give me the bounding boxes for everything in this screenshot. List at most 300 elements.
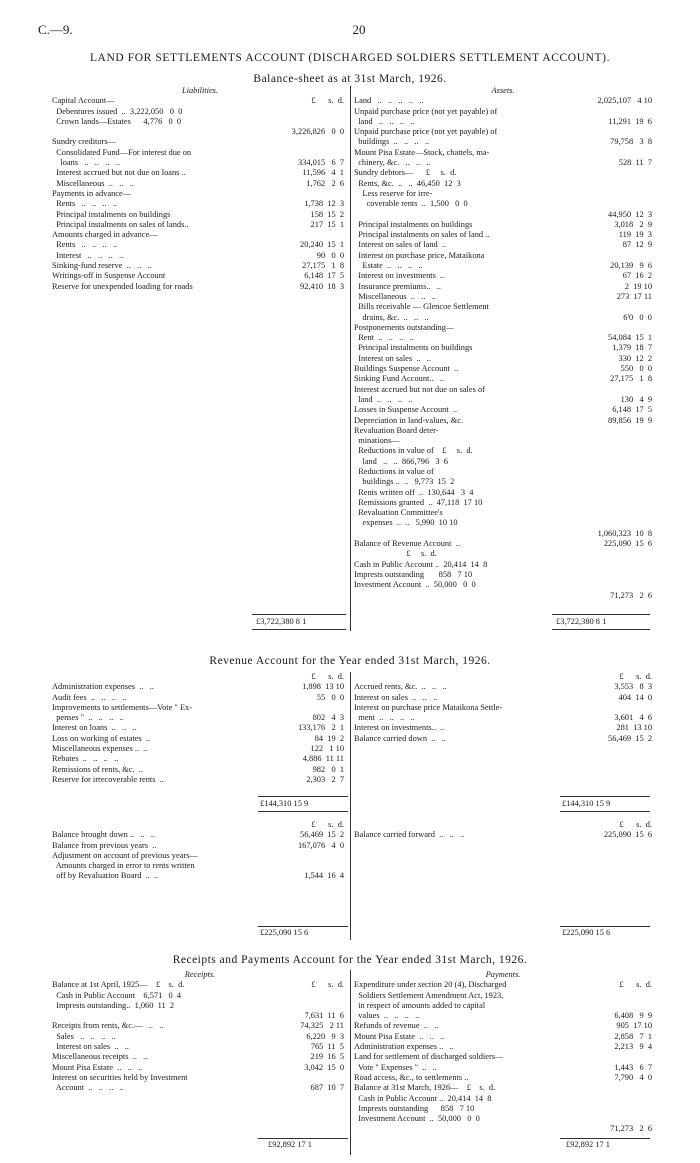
ledger-row	[354, 591, 652, 601]
ledger-item-label: Miscellaneous receipts .. ..	[52, 1052, 148, 1062]
ledger-row	[354, 343, 652, 353]
ledger-row	[354, 189, 652, 199]
balance-sheet-title: Balance-sheet as at 31st March, 1926.	[253, 73, 447, 85]
ledger-row	[354, 117, 652, 127]
ledger-item-label: Imprests outstanding 858 7 10	[354, 569, 473, 579]
ledger-item-amount: 550 0 0	[620, 364, 652, 374]
ledger-row	[354, 820, 652, 830]
ledger-row	[354, 405, 652, 415]
ledger-row	[52, 230, 348, 240]
ledger-item-amount: 167,076 4 0	[297, 840, 344, 850]
ledger-row	[354, 354, 652, 364]
ledger-item-amount: 71,273 2 6	[610, 1124, 652, 1134]
ledger-item-label: Remissions of rents, &c. ..	[52, 764, 143, 774]
ledger-item-label: Refunds of revenue .. ..	[354, 1021, 439, 1031]
ledger-row	[52, 861, 348, 871]
payments-heading: Payments.	[485, 970, 521, 979]
total-rule	[252, 629, 346, 630]
ledger-row	[354, 313, 652, 323]
ledger-item-amount: 334,015 6 7	[297, 158, 344, 168]
ledger-item-label: Reductions in value of	[354, 466, 434, 476]
ledger-item-amount: 3,226,826 0 0	[291, 127, 344, 137]
ledger-item-label: Mount Pisa Estate—Stock, chattels, ma-	[354, 147, 490, 157]
ledger-row	[52, 980, 348, 990]
ledger-item-amount: 56,469 15 2	[300, 830, 344, 840]
ledger-row	[52, 220, 348, 230]
ledger-row	[354, 168, 652, 178]
ledger-item-amount: 6,148 17 5	[612, 405, 652, 415]
ledger-item-amount: 330 12 2	[618, 353, 652, 363]
ledger-item-label: buildings .. .. .. ..	[354, 137, 430, 147]
ledger-item-amount: 7,631 11 6	[304, 1011, 344, 1021]
ledger-row	[52, 744, 348, 754]
ledger-row	[52, 1063, 348, 1073]
ledger-item-label: minations—	[354, 436, 400, 446]
total-rule	[552, 614, 650, 615]
ledger-row	[354, 1094, 652, 1104]
ledger-item-amount: 27,175 1 8	[302, 261, 344, 271]
ledger-row	[354, 1083, 652, 1093]
ledger-row	[52, 137, 348, 147]
ledger-row	[354, 980, 652, 990]
ledger-item-amount: 71,273 2 6	[610, 590, 652, 600]
ledger-item-amount: 54,084 15 1	[608, 333, 652, 343]
total-rule	[560, 811, 650, 812]
assets-list	[354, 96, 652, 601]
ledger-item-label: Mount Pisa Estate .. .. ..	[52, 1062, 143, 1072]
ledger-item-label: Balance at 31st March, 1926— £ s. d.	[354, 1083, 496, 1093]
ledger-item-amount: 79,758 3 8	[610, 137, 652, 147]
ledger-item-amount: 119 19 3	[618, 230, 652, 240]
ledger-item-amount: 1,060,323 10 8	[597, 528, 652, 538]
payments-total: £92,892 17 1	[566, 1140, 610, 1149]
total-rule	[560, 1138, 650, 1139]
ledger-row	[354, 1021, 652, 1031]
ledger-row	[354, 549, 652, 559]
ledger-row	[354, 395, 652, 405]
ledger-item-label: Interest on purchase price, Mataikona	[354, 250, 485, 260]
ledger-item-label: Cash in Public Account 6,571 0 4	[52, 990, 182, 1000]
ledger-item-amount: 2,303 2 7	[306, 774, 344, 784]
ledger-row	[354, 385, 652, 395]
ledger-row	[354, 529, 652, 539]
ledger-item-label: Interest .. .. .. ..	[52, 250, 124, 260]
ledger-item-amount: 44,950 12 3	[608, 209, 652, 219]
ledger-row	[52, 261, 348, 271]
ledger-item-label: Sales .. .. .. ..	[52, 1031, 116, 1041]
ledger-row	[354, 271, 652, 281]
ledger-item-amount: 219 16 5	[310, 1052, 344, 1062]
ledger-item-amount: 1,898 13 10	[302, 682, 344, 692]
ledger-item-label: Interest on sales .. .. ..	[354, 692, 438, 702]
ledger-item-label: Miscellaneous expenses .. ..	[52, 744, 148, 754]
payments-list	[354, 980, 652, 1134]
total-rule	[552, 629, 650, 630]
ledger-item-label: Rents .. .. .. ..	[52, 240, 118, 250]
ledger-item-amount: 2,858 7 1	[614, 1031, 652, 1041]
ledger-row	[52, 107, 348, 117]
ledger-row	[354, 292, 652, 302]
ledger-row	[52, 820, 348, 830]
revenue-total2-left: £225,090 15 6	[260, 928, 309, 937]
ledger-item-amount: 90 0 0	[316, 250, 344, 260]
ledger-item-amount: 1,762 2 6	[306, 178, 344, 188]
ledger-item-label: Capital Account—	[52, 96, 115, 106]
ledger-item-label: Land for settlement of discharged soldiers—	[354, 1052, 504, 1062]
ledger-item-amount: £ s. d.	[619, 672, 652, 681]
ledger-row	[52, 723, 348, 733]
ledger-row	[52, 210, 348, 220]
ledger-item-amount: £ s. d.	[311, 672, 344, 681]
ledger-item-label: Interest on sales .. ..	[52, 1042, 129, 1052]
ledger-item-amount: 3,018 2 9	[614, 219, 652, 229]
ledger-item-amount: 982 0 1	[312, 764, 344, 774]
ledger-row	[354, 734, 652, 744]
ledger-item-label: Imprests outstanding.. 1,060 11 2	[52, 1000, 175, 1010]
ledger-row	[52, 734, 348, 744]
ledger-item-label: Expenditure under section 20 (4), Discharged	[354, 980, 507, 990]
ledger-item-label: Depreciation in land-values, &c.	[354, 415, 464, 425]
ledger-row	[52, 251, 348, 261]
ledger-item-amount: 87 12 9	[622, 240, 652, 250]
ledger-item-label: Unpaid purchase price (not yet payable) of	[354, 127, 498, 137]
ledger-item-label: Principal instalments on buildings	[354, 219, 473, 229]
ledger-item-label: Balance carried forward .. .. ..	[354, 830, 465, 840]
ledger-row	[354, 580, 652, 590]
assets-total: £3,722,380 8 1	[556, 617, 607, 626]
total-rule	[560, 926, 650, 927]
ledger-row	[52, 851, 348, 861]
ledger-row	[354, 426, 652, 436]
ledger-item-amount: 56,469 15 2	[608, 733, 652, 743]
document-reference: C.—9.	[38, 22, 73, 37]
ledger-row	[354, 158, 652, 168]
ledger-item-amount: 225,090 15 6	[603, 539, 652, 549]
ledger-row	[52, 703, 348, 713]
ledger-row	[52, 240, 348, 250]
ledger-row	[52, 841, 348, 851]
ledger-item-label: land .. .. .. ..	[354, 394, 413, 404]
ledger-item-amount: 1,443 6 7	[614, 1062, 652, 1072]
ledger-row	[354, 210, 652, 220]
revenue-debits	[52, 672, 348, 785]
ledger-item-label: Balance at 1st April, 1925— £ s. d.	[52, 980, 185, 990]
assets-column	[354, 86, 652, 601]
ledger-item-label: Crown lands—Estates 4,776 0 0	[52, 116, 182, 126]
ledger-item-label: Rents .. .. .. ..	[52, 199, 118, 209]
ledger-row	[52, 1073, 348, 1083]
ledger-item-label: Rents written off .. 130,644 3 4	[354, 487, 474, 497]
ledger-item-label: Interest on sales of land ..	[354, 240, 447, 250]
ledger-item-amount: 92,410 18 3	[300, 281, 344, 291]
ledger-row	[52, 271, 348, 281]
ledger-item-label: Amounts charged in error to rents written	[52, 861, 195, 871]
ledger-row	[354, 1001, 652, 1011]
ledger-item-amount: 687 10 7	[310, 1083, 344, 1093]
revenue-account-title: Revenue Account for the Year ended 31st March, 1926.	[209, 655, 491, 667]
ledger-item-amount: 4,886 11 11	[302, 754, 344, 764]
ledger-item-label: Reserve for irrecoverable rents ..	[52, 774, 164, 784]
total-rule	[258, 926, 348, 927]
ledger-item-label: Postponements outstanding—	[354, 322, 455, 332]
ledger-item-label: Loss on working of estates ..	[52, 733, 151, 743]
ledger-item-amount: 158 15 2	[310, 209, 344, 219]
ledger-row	[52, 1083, 348, 1093]
ledger-item-label: ment .. .. .. ..	[354, 713, 415, 723]
ledger-row	[354, 199, 652, 209]
ledger-item-label: Bills receivable — Glencoe Settlement	[354, 302, 489, 312]
ledger-row	[52, 682, 348, 692]
ledger-item-amount: 1,738 12 3	[304, 199, 344, 209]
ledger-item-label: Losses in Suspense Account ..	[354, 405, 458, 415]
ledger-item-label: Audit fees .. .. .. ..	[52, 692, 127, 702]
receipts-list	[52, 980, 348, 1093]
ledger-item-amount: 133,176 2 1	[297, 723, 344, 733]
ledger-row	[354, 436, 652, 446]
ledger-item-amount: 7,790 4 0	[614, 1072, 652, 1082]
ledger-row	[354, 220, 652, 230]
ledger-item-label: Consolidated Fund—For interest due on	[52, 147, 192, 157]
ledger-item-label: Land .. .. .. .. ..	[354, 96, 424, 106]
ledger-item-label: Sinking-fund reserve .. .. ..	[52, 261, 152, 271]
liabilities-list	[52, 96, 348, 292]
ledger-item-label: Remissions granted .. 47,118 17 10	[354, 497, 483, 507]
ledger-item-label: values .. .. .. ..	[354, 1011, 420, 1021]
ledger-item-amount: 1,544 16 4	[304, 871, 344, 881]
ledger-row	[354, 333, 652, 343]
ledger-row	[354, 107, 652, 117]
revenue-debits-2	[52, 820, 348, 882]
ledger-item-amount: 122 1 10	[310, 744, 344, 754]
ledger-item-label: Interest accrued but not due on loans ..	[52, 168, 186, 178]
ledger-item-label: Accrued rents, &c. .. .. ..	[354, 682, 447, 692]
page-title: LAND FOR SETTLEMENTS ACCOUNT (DISCHARGED SOLDIERS SETTLEMENT ACCOUNT).	[89, 52, 611, 64]
ledger-item-label: Rebates .. .. .. ..	[52, 754, 119, 764]
ledger-item-amount: 765 11 5	[310, 1042, 344, 1052]
ledger-item-label: Unpaid purchase price (not yet payable) of	[354, 106, 498, 116]
ledger-item-label: in respect of amounts added to capital	[354, 1000, 486, 1010]
ledger-item-label: expenses .. .. 5,990 10 10	[354, 518, 458, 528]
ledger-item-label: off by Revaluation Board .. ..	[52, 871, 159, 881]
ledger-item-label: Vote " Expenses " .. ..	[354, 1062, 437, 1072]
ledger-item-label: Interest on loans .. .. ..	[52, 723, 137, 733]
ledger-item-amount: 89,856 19 9	[608, 415, 652, 425]
ledger-item-amount: 905 17 10	[616, 1021, 652, 1031]
ledger-row	[354, 240, 652, 250]
ledger-item-label: drains, &c. .. .. ..	[354, 312, 429, 322]
ledger-row	[52, 754, 348, 764]
page-number: 20	[352, 22, 366, 37]
ledger-row	[52, 1052, 348, 1062]
column-divider	[350, 672, 351, 940]
ledger-row	[52, 179, 348, 189]
ledger-item-label: Payments in advance—	[52, 188, 132, 198]
ledger-item-amount: 74,325 2 11	[300, 1021, 344, 1031]
ledger-item-label: Buildings Suspense Account ..	[354, 364, 459, 374]
balance-sheet-table	[52, 86, 652, 631]
receipts-column	[52, 970, 348, 1094]
ledger-item-amount: 281 13 10	[616, 723, 652, 733]
ledger-item-label: buildings .. .. 9,773 15 2	[354, 477, 455, 487]
total-rule	[258, 811, 348, 812]
ledger-row	[52, 127, 348, 137]
ledger-item-amount: 20,139 9 6	[610, 261, 652, 271]
column-divider	[350, 86, 351, 631]
ledger-row	[52, 282, 348, 292]
page-header	[38, 22, 680, 40]
ledger-row	[52, 713, 348, 723]
ledger-row	[52, 765, 348, 775]
ledger-item-label: Interest on purchase price Mataikona Settle-	[354, 702, 503, 712]
ledger-item-label: land .. .. 866,796 3 6	[354, 456, 448, 466]
liabilities-heading: Liabilities.	[181, 86, 219, 95]
ledger-item-label: Sundry creditors—	[52, 137, 116, 147]
receipts-payments-title: Receipts and Payments Account for the Year ended 31st March, 1926.	[172, 954, 528, 966]
ledger-item-label: Miscellaneous .. .. ..	[52, 178, 134, 188]
ledger-item-label: Principal instalments on sales of lands..	[52, 219, 189, 229]
ledger-row	[354, 416, 652, 426]
ledger-row	[354, 1104, 652, 1114]
ledger-item-amount: 6,408 9 9	[614, 1011, 652, 1021]
total-rule	[258, 1138, 348, 1139]
ledger-item-label: Revaluation Board deter-	[354, 425, 439, 435]
ledger-row	[52, 991, 348, 1001]
ledger-row	[354, 539, 652, 549]
ledger-row	[354, 96, 652, 106]
ledger-item-label: Interest on securities held by Investment	[52, 1072, 188, 1082]
ledger-row	[52, 1021, 348, 1031]
ledger-item-label: Administration expenses .. ..	[354, 1042, 454, 1052]
ledger-row	[354, 1011, 652, 1021]
ledger-item-label: Principal instalments on buildings	[354, 343, 473, 353]
ledger-item-label: coverable rents .. 1,500 0 0	[354, 199, 468, 209]
ledger-item-label: Interest on investments.. ..	[354, 723, 445, 733]
assets-heading: Assets.	[491, 86, 515, 95]
ledger-item-label: £ s. d.	[354, 549, 437, 559]
ledger-item-amount: 6'0 0 0	[623, 312, 652, 322]
ledger-item-label: Investment Account .. 50,000 0 0	[354, 1114, 480, 1124]
ledger-item-amount: 3,553 8 3	[614, 682, 652, 692]
ledger-item-label: Miscellaneous .. .. ..	[354, 291, 436, 301]
revenue-credits-2	[354, 820, 652, 841]
ledger-item-amount: 225,090 15 6	[603, 830, 652, 840]
revenue-credits	[354, 672, 652, 744]
ledger-item-amount: 528 11 7	[618, 158, 652, 168]
ledger-row	[354, 693, 652, 703]
ledger-row	[354, 137, 652, 147]
ledger-item-label: Principal instalments on buildings	[52, 209, 171, 219]
ledger-row	[52, 199, 348, 209]
ledger-row	[354, 457, 652, 467]
ledger-row	[52, 830, 348, 840]
ledger-row	[52, 189, 348, 199]
ledger-item-label: Balance carried down .. ..	[354, 733, 446, 743]
revenue-total-right: £144,310 15 9	[562, 799, 611, 808]
ledger-item-amount: 20,240 15 1	[300, 240, 344, 250]
ledger-item-amount: 273 17 11	[616, 291, 652, 301]
ledger-row	[354, 179, 652, 189]
ledger-item-amount: 11,291 19 6	[608, 116, 652, 126]
ledger-row	[354, 508, 652, 518]
total-rule	[258, 796, 348, 797]
ledger-item-label: Interest on investments ..	[354, 271, 445, 281]
total-rule	[252, 614, 346, 615]
ledger-item-label: Rent .. .. .. ..	[354, 333, 414, 343]
receipts-payments-table	[52, 970, 652, 1155]
ledger-item-amount: 6,148 17 5	[304, 271, 344, 281]
ledger-row	[52, 158, 348, 168]
ledger-item-label: Adjustment on account of previous years—	[52, 850, 198, 860]
ledger-row	[52, 96, 348, 106]
ledger-row	[354, 570, 652, 580]
ledger-item-label: Less reserve for irre-	[354, 188, 433, 198]
ledger-item-label: Reserve for unexpended loading for roads	[52, 281, 193, 291]
ledger-row	[354, 323, 652, 333]
ledger-item-amount: 404 14 0	[618, 692, 652, 702]
ledger-item-label: Balance of Revenue Account ..	[354, 539, 460, 549]
ledger-row	[354, 467, 652, 477]
ledger-item-label: Balance brought down .. .. ..	[52, 830, 156, 840]
ledger-row	[354, 723, 652, 733]
ledger-row	[354, 488, 652, 498]
ledger-row	[52, 693, 348, 703]
ledger-row	[354, 1114, 652, 1124]
ledger-item-label: Reductions in value of £ s. d.	[354, 446, 473, 456]
ledger-item-amount: £ s. d.	[311, 980, 344, 990]
ledger-item-label: Cash in Public Account .. 20,414 14 8	[354, 1093, 492, 1103]
ledger-row	[52, 148, 348, 158]
ledger-item-label: Principal instalments on sales of land ..	[354, 230, 490, 240]
ledger-row	[354, 518, 652, 528]
ledger-item-label: Estate .. .. .. ..	[354, 261, 423, 271]
ledger-item-label: Imprests outstanding 858 7 10	[354, 1103, 475, 1113]
ledger-row	[354, 991, 652, 1001]
ledger-row	[354, 1032, 652, 1042]
revenue-total2-right: £225,090 15 6	[562, 928, 611, 937]
ledger-item-label: land .. .. .. ..	[354, 116, 415, 126]
ledger-row	[354, 1052, 652, 1062]
ledger-row	[354, 682, 652, 692]
ledger-item-amount: £ s. d.	[311, 820, 344, 829]
ledger-item-amount: 6,220 9 3	[306, 1031, 344, 1041]
liabilities-total: £3,722,380 8 1	[256, 617, 307, 626]
ledger-item-label: Amounts charged in advance—	[52, 230, 158, 240]
ledger-item-amount: 217 15 1	[310, 219, 344, 229]
ledger-item-label: Road access, &c., to settlements ..	[354, 1072, 469, 1082]
ledger-item-label: Improvements to settlements—Vote " Ex-	[52, 702, 193, 712]
receipts-total: £92,892 17 1	[268, 1140, 312, 1149]
revenue-account-table	[52, 672, 652, 940]
ledger-item-label: chinery, &c. .. .. ..	[354, 158, 431, 168]
ledger-row	[354, 560, 652, 570]
ledger-item-amount: £ s. d.	[311, 96, 344, 106]
ledger-item-label: Investment Account .. 50,000 0 0	[354, 580, 476, 590]
ledger-row	[354, 446, 652, 456]
ledger-item-label: loans .. .. .. ..	[52, 158, 120, 168]
column-divider	[350, 970, 351, 1155]
ledger-row	[52, 117, 348, 127]
ledger-item-label: Insurance premiums.. ..	[354, 281, 441, 291]
payments-column	[354, 970, 652, 1135]
ledger-row	[354, 230, 652, 240]
ledger-row	[52, 1011, 348, 1021]
ledger-item-label: Soldiers Settlement Amendment Act, 1923,	[354, 990, 504, 1000]
ledger-item-amount: 3,042 15 0	[304, 1062, 344, 1072]
ledger-item-amount: 1,379 18 7	[612, 343, 652, 353]
ledger-item-amount: 2,213 9 4	[614, 1042, 652, 1052]
ledger-item-label: Sinking Fund Account.. ..	[354, 374, 445, 384]
ledger-row	[354, 498, 652, 508]
